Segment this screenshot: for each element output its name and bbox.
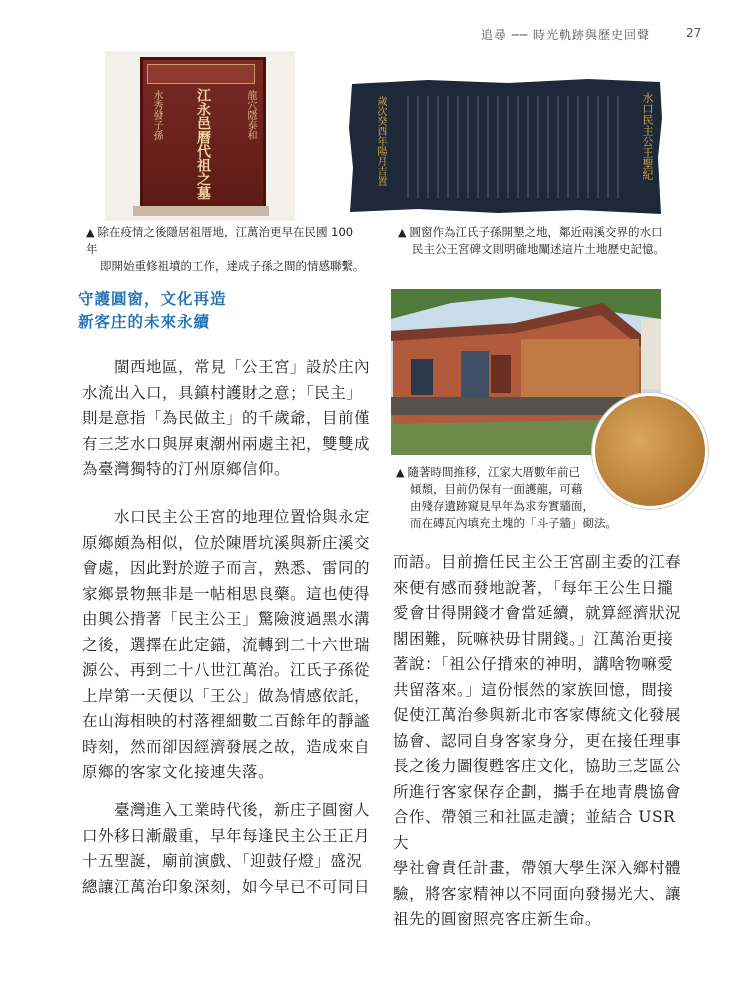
ancestral-tablet-photo — [105, 51, 295, 221]
section-title: 守護圓窗，文化再造 新客庄的未來永續 — [78, 290, 227, 331]
tablet-caption: ▲ 除在疫情之後隱居祖厝地，江萬治更早在民國 100 年 即開始重修祖墳的工作，達成子孫之間的情感聯繫。 — [86, 225, 365, 273]
paragraph-2: 水口民主公王宮的地理位置恰與永定 原鄉頗為相似，位於陳厝坑溪與新庄溪交 會處，因此對於遊子而言，熟悉、雷同的 家鄉景物無非是一帖相思良藥。這也使得 由興公揹著「民主公王」驚險渡過黑水溝 之後，選擇在此定錨，流轉到二十六世瑞 源公、再到二十八世江萬治。江氏子孫從 上岸第一天便以「王公」做為情感依託， 在山海相映的村落裡細數二百餘年的靜謐 時刻，然而卻因經濟發展之故，造成來自 原鄉的客家文化接連失落。 — [82, 508, 371, 781]
stele-caption: ▲ 圓窗作為江氏子孫開墾之地，鄰近兩溪交界的水口 民主公王宮碑文則明確地闡述這片土地歷史記憶。 — [398, 225, 665, 256]
tablet-right-inscription: 龍穴隱泰和 — [245, 90, 256, 140]
stele-left-inscription: 歲次癸酉年陽月吉置 — [375, 96, 386, 186]
house-caption: ▲ 隨著時間推移，江家大厝數年前已 傾頹，目前仍保有一面護龍，可藉 由殘存遺跡窺見早年為求夯實牆面， 而在磚瓦內填充土塊的「斗子牆」砌法。 — [396, 465, 617, 530]
tablet-center-inscription: 江永邑曆代祖之墓 — [195, 88, 211, 200]
tablet-left-inscription: 水秀發子孫 — [151, 90, 162, 140]
page-number: 27 — [686, 26, 702, 40]
paragraph-1: 閩西地區，常見「公王宮」設於庄內 水流出入口，具鎮村護財之意；「民主」 則是意指「為民做主」的千歲爺，目前僅 有三芝水口與屏東潮州兩處主祀，雙雙成 為臺灣獨特的汀州原鄉信仰。 — [82, 358, 371, 478]
caption-marker-icon: ▲ — [396, 466, 405, 479]
caption-marker-icon: ▲ — [86, 226, 95, 239]
stele-shape — [348, 78, 664, 216]
tablet-base — [133, 206, 269, 216]
caption-marker-icon: ▲ — [398, 226, 407, 239]
stele-right-inscription: 水口民主公王聖紀 — [641, 92, 654, 180]
paragraph-3: 臺灣進入工業時代後，新庄子圓窗人 口外移日漸嚴重，早年每逢民主公王正月 十五聖誕，廟前演戲、「迎鼓仔燈」盛況 總讓江萬治印象深刻，如今早已不可同日 — [82, 801, 371, 896]
tablet-body — [140, 57, 266, 215]
stele-photo — [348, 78, 664, 216]
running-header: 追尋 ── 時光軌跡與歷史回聲 — [480, 28, 650, 42]
right-column-text: 而語。目前擔任民主公王宮副主委的江春 來便有感而發地說著，「每年王公生日攏 愛會甘得開錢才會當延續，就算經濟狀況 閣困難，阮嘛袂毋甘開錢。」江萬治更接 著說：「祖公仔揹來的神明，講啥物嘛愛 共留落來。」這份悵然的家族回憶，間接 促使江萬治參與新北市客家傳統文化發展 協會、認同自身客家身分，更在接任理事 長之後力圖復甦客庄文化，協助三芝區公 所進行客家保存企劃，攜手在地青農協會 合作、帶領三和社區走讀；並結合 USR 大 學社會責任計畫，帶領大學生深入鄉村體 驗，將客家精神以不同面向發揚光大、讓 祖先的圓窗照亮客庄新生命。 — [393, 553, 682, 928]
